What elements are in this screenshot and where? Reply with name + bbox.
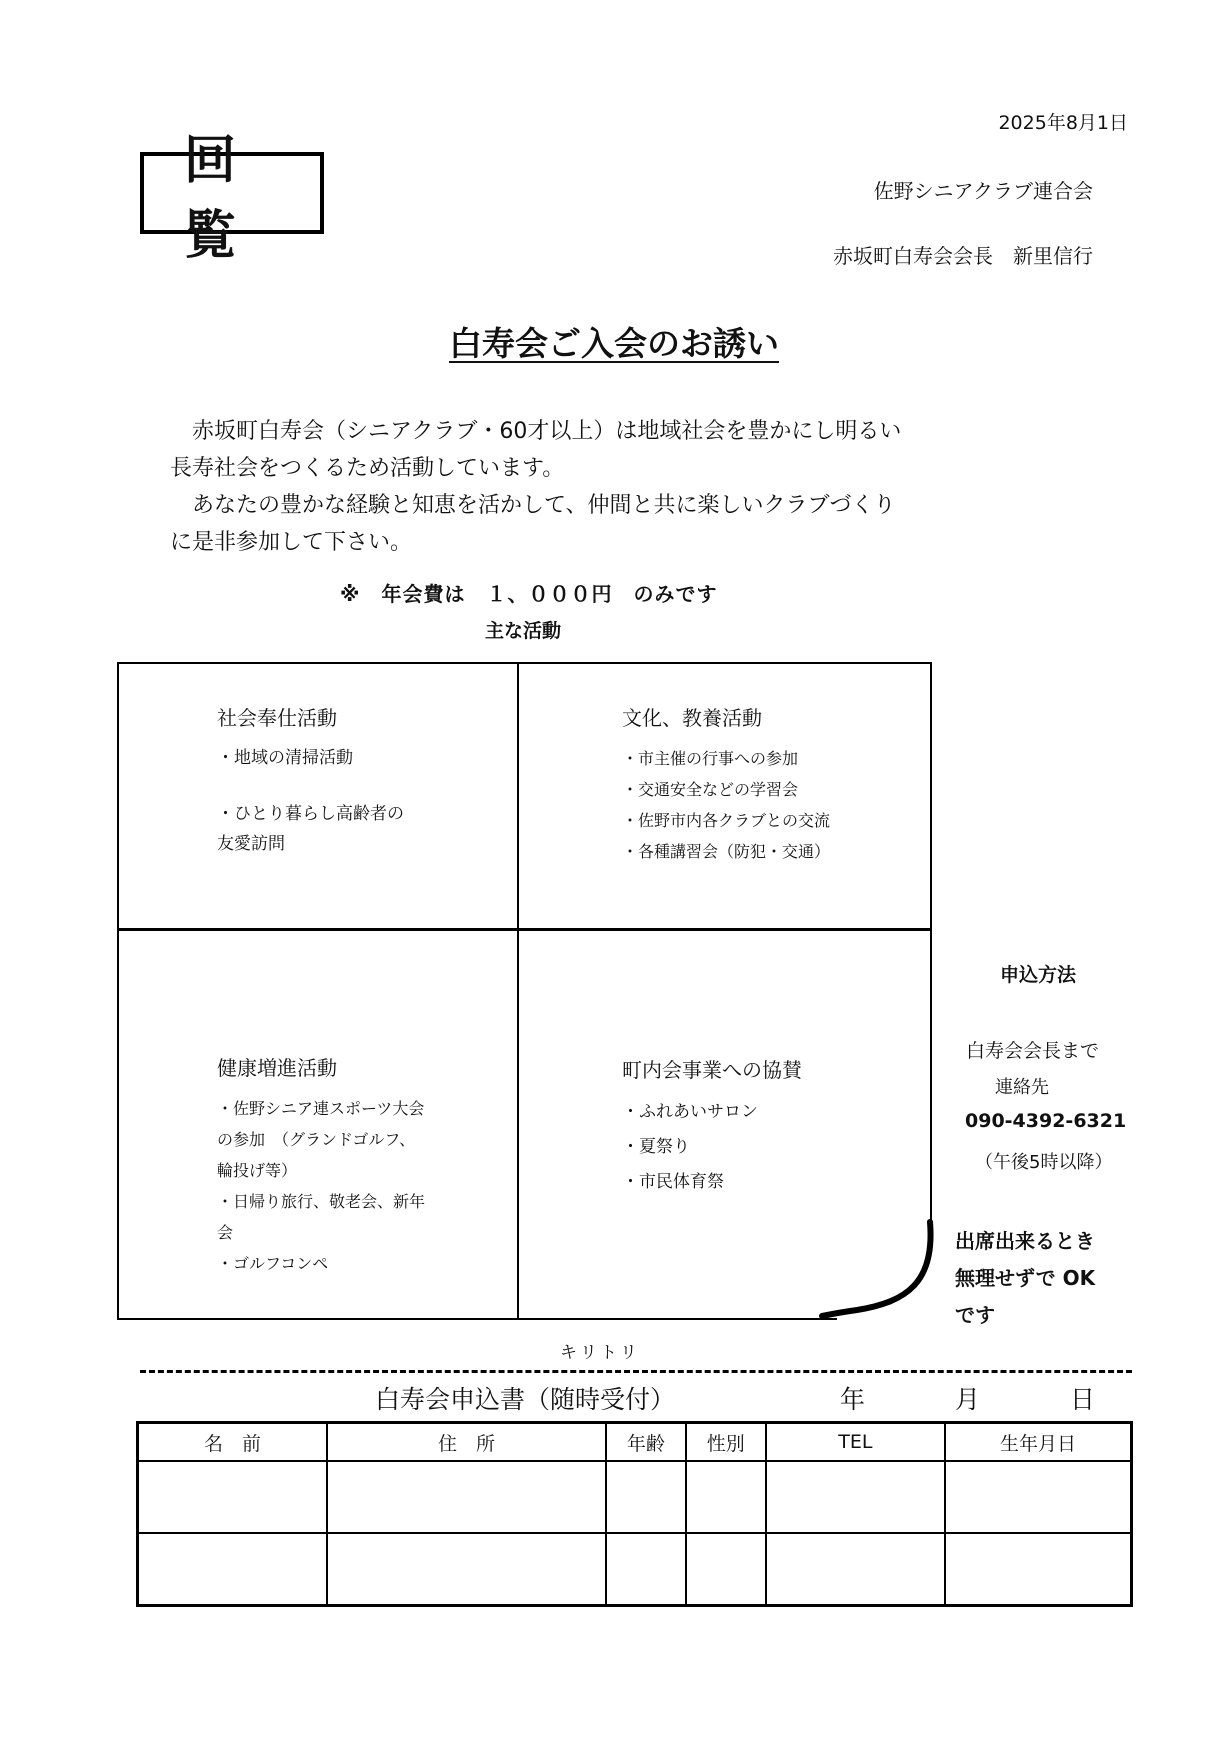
grid-line-left [117,662,119,1320]
gender-cell[interactable] [686,1533,766,1606]
header-gender: 性別 [686,1423,766,1462]
list-item: ・佐野市内各クラブとの交流 [622,811,831,830]
annual-fee: ※ 年会費は １、０００円 のみです [340,582,718,606]
intro-text [170,413,1020,561]
list-item: ・夏祭り [622,1137,690,1157]
table-row [138,1461,1132,1533]
date: 2025年8月1日 [998,112,1128,134]
note-line: 無理せずで OK [955,1266,1096,1290]
apply-method-title: 申込方法 [1000,964,1077,986]
phone-number: 090-4392-6321 [965,1110,1127,1132]
list-item: 会 [217,1223,234,1242]
header-birthdate: 生年月日 [945,1423,1131,1462]
name-cell[interactable] [138,1533,327,1606]
culture-activities [622,702,830,867]
age-cell[interactable] [606,1533,686,1606]
contact-hours: （午後5時以降） [975,1152,1113,1173]
header-address: 住 所 [327,1423,606,1462]
application-table [136,1421,1133,1607]
list-item: ・市民体育祭 [622,1172,724,1192]
address-cell[interactable] [327,1461,606,1533]
form-month-label: 月 [955,1385,981,1414]
grid-line-top [117,662,932,664]
cut-here-label: キリトリ [560,1343,640,1363]
activities-grid [117,662,932,1320]
note-line: です [955,1303,995,1327]
list-item: の参加 （グランドゴルフ、 [217,1130,416,1149]
grid-line-middle [117,928,932,931]
table-header-row [138,1423,1132,1462]
birthdate-cell[interactable] [945,1533,1131,1606]
cell-heading: 社会奉仕活動 [217,706,337,730]
intro-line: 長寿社会をつくるため活動しています。 [170,456,565,481]
circulation-stamp: 回覧 [140,152,324,234]
tel-cell[interactable] [766,1533,945,1606]
sender-name: 赤坂町白寿会会長 新里信行 [833,244,1093,268]
gender-cell[interactable] [686,1461,766,1533]
header-age: 年齢 [606,1423,686,1462]
cell-heading: 町内会事業への協賛 [622,1058,802,1082]
header-tel: TEL [766,1423,945,1462]
table-row [138,1533,1132,1606]
grid-line-center [517,662,519,1320]
grid-line-right [930,662,932,1222]
list-item: ・ふれあいサロン [622,1102,758,1122]
list-item: ・ひとり暮らし高齢者の [217,804,404,824]
list-item: 輪投げ等） [217,1161,298,1180]
apply-to: 白寿会会長まで [966,1040,1100,1062]
age-cell[interactable] [606,1461,686,1533]
cell-heading: 文化、教養活動 [622,706,762,730]
intro-line: あなたの豊かな経験と知恵を活かして、仲間と共に楽しいクラブづくり [192,493,896,518]
list-item: ・交通安全などの学習会 [622,780,799,799]
torn-edge [817,1202,937,1322]
header-name: 名 前 [138,1423,327,1462]
list-item: ・日帰り旅行、敬老会、新年 [217,1192,426,1211]
tel-cell[interactable] [766,1461,945,1533]
cell-heading: 健康増進活動 [217,1056,337,1080]
cut-line [140,1370,1132,1373]
activities-heading: 主な活動 [485,620,562,642]
grid-line-bottom [117,1318,837,1320]
intro-line: に是非参加して下さい。 [170,530,413,555]
list-item: ・市主催の行事への参加 [622,749,799,768]
intro-line: 赤坂町白寿会（シニアクラブ・60才以上）は地域社会を豊かにし明るい [192,419,902,444]
list-item: ・各種講習会（防犯・交通） [622,842,831,861]
organization-name: 佐野シニアクラブ連合会 [873,179,1093,203]
application-form-title: 白寿会申込書（随時受付） [375,1385,676,1414]
form-day-label: 日 [1070,1385,1096,1414]
contact-label: 連絡先 [995,1077,1049,1098]
form-year-label: 年 [840,1385,866,1414]
attendance-note [955,1223,1095,1334]
list-item: ・ゴルフコンペ [217,1254,329,1273]
birthdate-cell[interactable] [945,1461,1131,1533]
note-line: 出席出来るとき [955,1229,1095,1253]
social-service-activities [217,702,404,859]
health-activities [217,1052,425,1279]
page-title: 白寿会ご入会のお誘い [449,324,779,363]
town-association-activities [622,1054,802,1200]
list-item: ・佐野シニア連スポーツ大会 [217,1099,425,1118]
list-item: 友愛訪問 [217,834,285,854]
name-cell[interactable] [138,1461,327,1533]
list-item: ・地域の清掃活動 [217,748,353,768]
address-cell[interactable] [327,1533,606,1606]
